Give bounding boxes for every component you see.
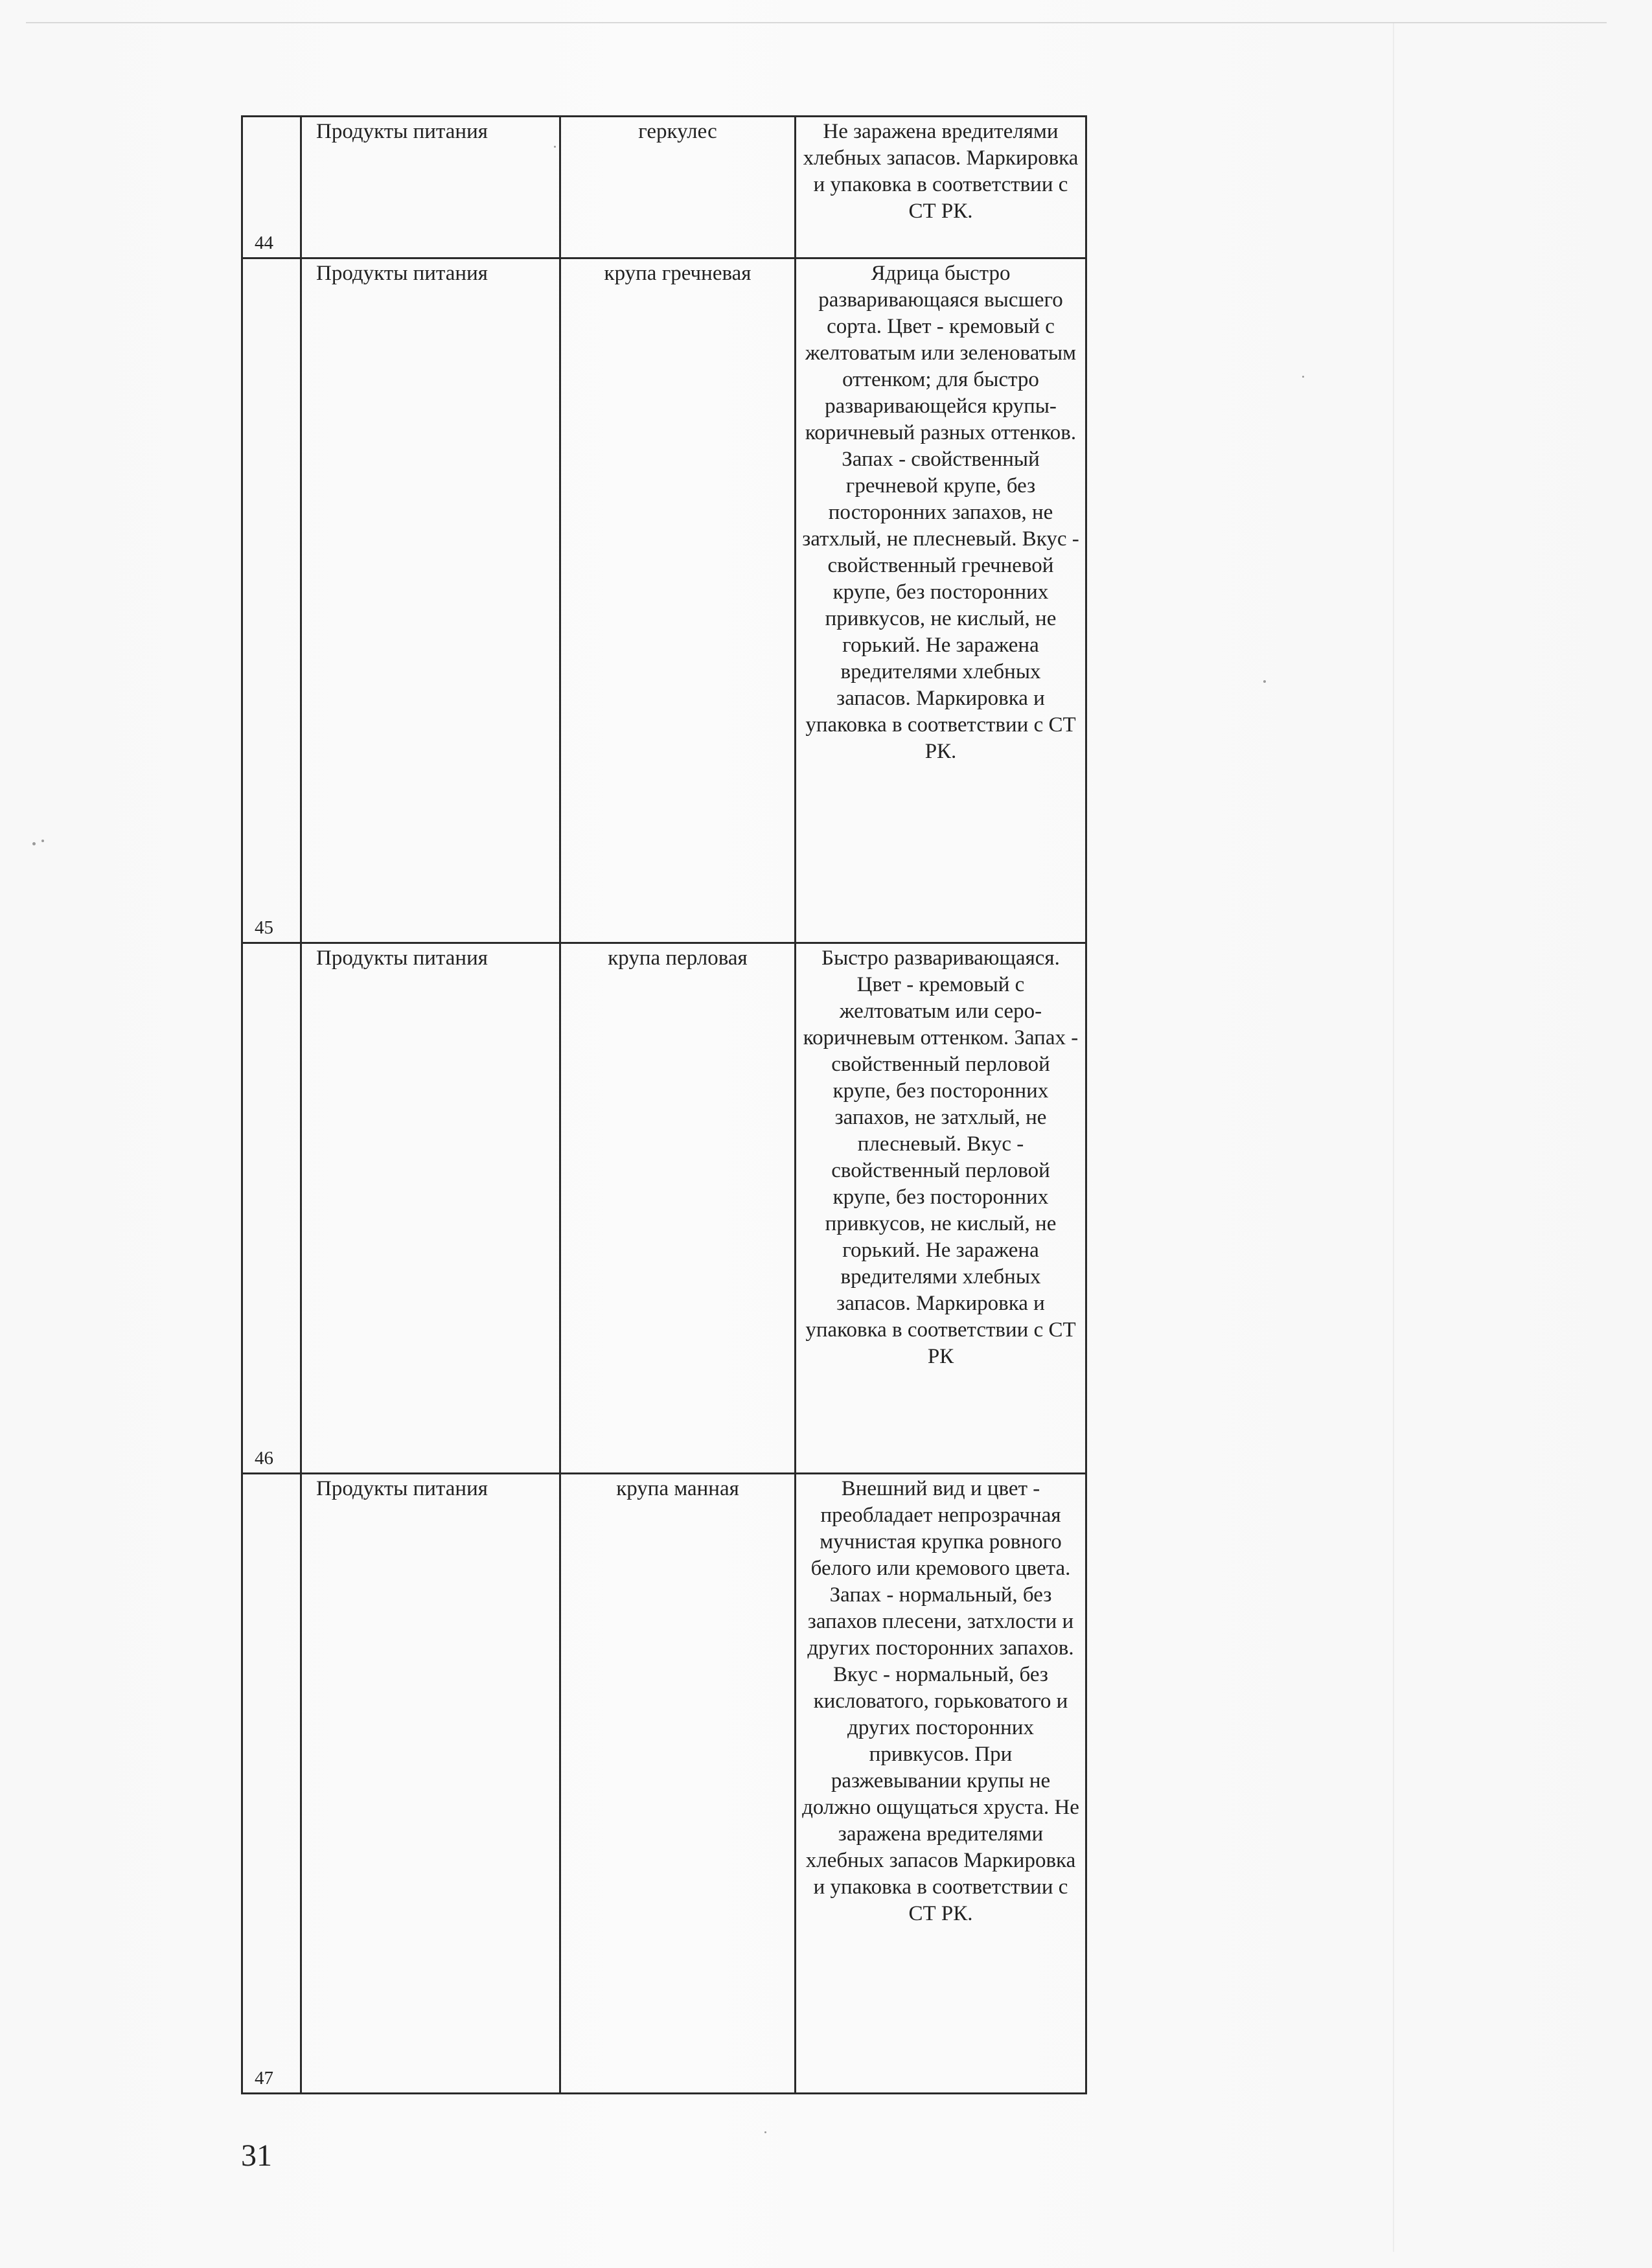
description-cell: Не заражена вредителями хлебных запасов. Маркировка и упаковка в соответствии с СТ РК.	[796, 117, 1086, 258]
scan-speck	[41, 840, 44, 842]
scan-speck	[1302, 376, 1304, 378]
category-cell: Продукты питания	[301, 258, 560, 943]
product-name-cell: крупа перловая	[560, 943, 796, 1474]
row-number: 44	[255, 233, 273, 253]
description-cell: Ядрица быстро разваривающаяся высшего сорта. Цвет - кремовый с желтоватым или зеленоватым оттенком; для быстро разваривающейся крупы- коричневый разных оттенков. Запах - свойственный гречневой крупе, без посторонних запахов, не затхлый, не плесневый. Вкус - свойственный гречневой крупе, без посторонних привкусов, не кислый, не горький. Не заражена вредителями хлебных запасов. Маркировка и упаковка в соответствии с СТ РК.	[796, 258, 1086, 943]
row-number: 46	[255, 1448, 273, 1469]
row-number-cell	[242, 943, 301, 1474]
category-cell: Продукты питания	[301, 943, 560, 1474]
products-table	[241, 115, 1087, 2094]
scan-edge-right	[1393, 23, 1394, 2252]
table-row	[242, 258, 1086, 943]
scan-speck	[1263, 680, 1266, 683]
scan-speck	[32, 842, 36, 845]
row-number-cell	[242, 117, 301, 258]
description-cell: Быстро разваривающаяся. Цвет - кремовый с желтоватым или серо-коричневым оттенком. Запах - свойственный перловой крупе, без посторонних запахов, не затхлый, не плесневый. Вкус - свойственный перловой крупе, без посторонних привкусов, не кислый, не горький. Не заражена вредителями хлебных запасов. Маркировка и упаковка в соответствии с СТ РК	[796, 943, 1086, 1474]
page-number: 31	[241, 2138, 272, 2173]
table-row	[242, 1474, 1086, 2094]
row-number-cell	[242, 1474, 301, 2094]
scan-edge-top	[26, 22, 1607, 23]
category-cell: Продукты питания	[301, 117, 560, 258]
row-number: 47	[255, 2068, 273, 2089]
scan-speck	[764, 2131, 766, 2133]
product-name-cell: крупа гречневая	[560, 258, 796, 943]
table-row	[242, 117, 1086, 258]
table-row	[242, 943, 1086, 1474]
product-name-cell: геркулес	[560, 117, 796, 258]
row-number: 45	[255, 917, 273, 938]
category-cell: Продукты питания	[301, 1474, 560, 2094]
product-name-cell: крупа манная	[560, 1474, 796, 2094]
description-cell: Внешний вид и цвет - преобладает непрозрачная мучнистая крупка ровного белого или кремового цвета. Запах - нормальный, без запахов плесени, затхлости и других посторонних запахов. Вкус - нормальный, без кисловатого, горьковатого и других посторонних привкусов. При разжевывании крупы не должно ощущаться хруста. Не заражена вредителями хлебных запасов Маркировка и упаковка в соответствии с СТ РК.	[796, 1474, 1086, 2094]
row-number-cell	[242, 258, 301, 943]
